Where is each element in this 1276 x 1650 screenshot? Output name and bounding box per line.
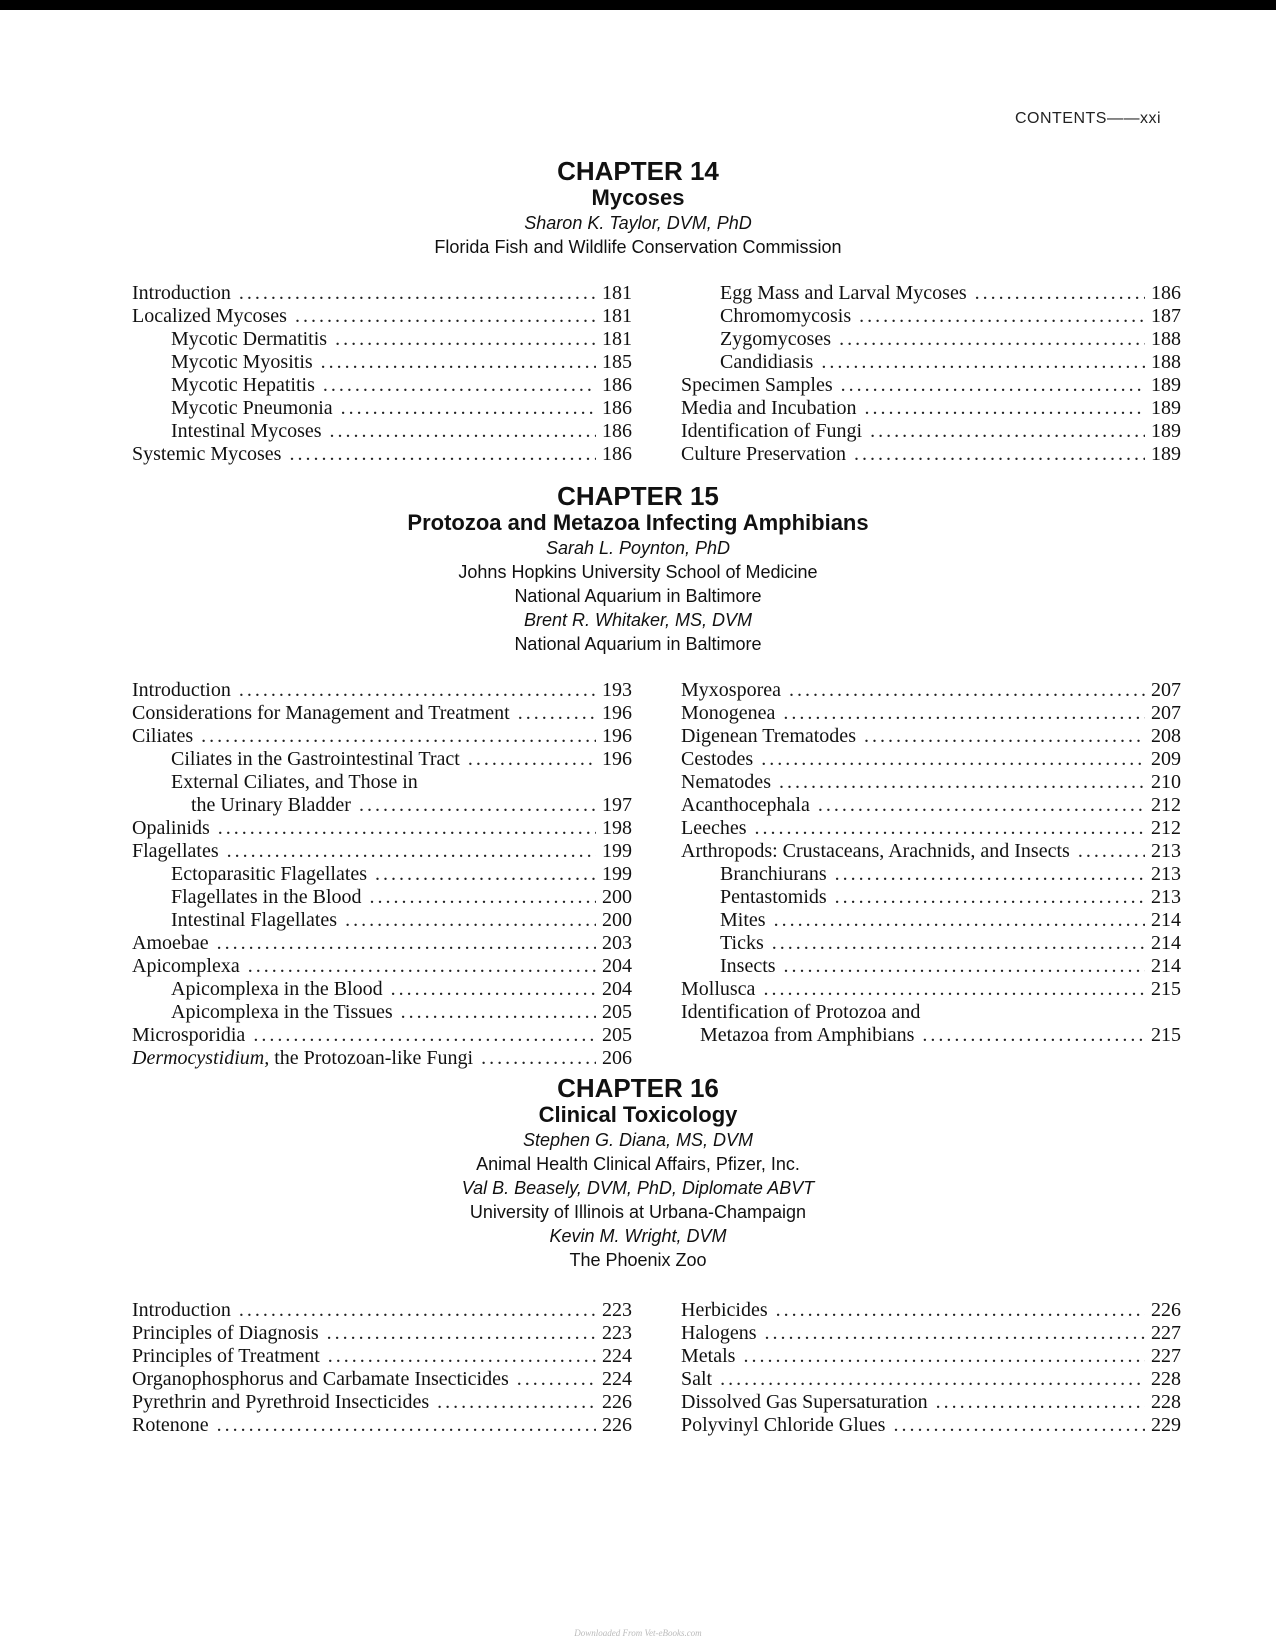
page-number: 226 [1151, 1299, 1181, 1321]
toc-entry-title: Introduction [132, 1299, 231, 1321]
toc-entry-title: Localized Mycoses [132, 305, 287, 327]
dot-leader [323, 374, 596, 397]
toc-entry-title: Opalinids [132, 817, 210, 839]
page-number: 189 [1151, 397, 1181, 419]
page-number: 214 [1151, 932, 1181, 954]
page-number: 223 [602, 1299, 632, 1321]
dot-leader [779, 771, 1145, 794]
author-affiliation: The Phoenix Zoo [569, 1250, 707, 1270]
dot-leader [776, 1299, 1145, 1322]
toc-entry[interactable] [681, 305, 1181, 328]
toc-entry-title: Identification of Protozoa and [681, 1001, 921, 1023]
top-black-bar [0, 0, 1276, 10]
toc-entry-title: Amoebae [132, 932, 209, 954]
toc-entry[interactable] [681, 679, 1181, 702]
page-number: 227 [1151, 1322, 1181, 1344]
page-number: 186 [602, 420, 632, 442]
toc-entry[interactable] [681, 1414, 1181, 1437]
toc-entry-title: Ectoparasitic Flagellates [171, 863, 368, 885]
toc-entry[interactable] [681, 725, 1181, 748]
page-number: 214 [1151, 909, 1181, 931]
toc-entry[interactable] [132, 863, 632, 886]
toc-entry[interactable] [132, 420, 632, 443]
page-number: 212 [1151, 794, 1181, 816]
toc-entry-title: Mites [720, 909, 766, 931]
toc-column-left [132, 1299, 632, 1437]
dot-leader [345, 909, 596, 932]
chapter-number: CHAPTER 16 [557, 1073, 719, 1103]
toc-entry[interactable] [132, 886, 632, 909]
page-number: 228 [1151, 1391, 1181, 1413]
toc-entry-title: Chromomycosis [720, 305, 852, 327]
toc-entry-title: Cestodes [681, 748, 754, 770]
toc-entry[interactable] [132, 840, 632, 863]
page-number: 224 [602, 1368, 632, 1390]
dot-leader [774, 909, 1145, 932]
page-number: 187 [1151, 305, 1181, 327]
running-head: CONTENTS——xxi [1014, 110, 1161, 127]
page-number: 196 [602, 725, 632, 747]
toc-entry[interactable] [132, 1299, 632, 1322]
toc-entry[interactable] [681, 282, 1181, 305]
toc-entry-title: Introduction [132, 282, 231, 304]
toc-entry[interactable] [132, 679, 632, 702]
page-number: 204 [602, 978, 632, 1000]
chapter-number: CHAPTER 15 [557, 481, 719, 511]
chapter-heading [0, 482, 1276, 656]
dot-leader [835, 863, 1145, 886]
page-number: 210 [1151, 771, 1181, 793]
toc-entry-title: Mycotic Hepatitis [171, 374, 315, 396]
dot-leader [321, 351, 596, 374]
toc-entry[interactable] [681, 1299, 1181, 1322]
page-number: 186 [1151, 282, 1181, 304]
toc-column-right [681, 679, 1181, 1047]
dot-leader [239, 282, 596, 305]
toc-entry[interactable] [681, 955, 1181, 978]
toc-entry-title: Identification of Fungi [681, 420, 863, 442]
toc-entry-title: Specimen Samples [681, 374, 833, 396]
page-number: 186 [602, 374, 632, 396]
toc-entry[interactable] [681, 328, 1181, 351]
page-number: 189 [1151, 420, 1181, 442]
toc-entry[interactable] [132, 771, 632, 794]
dot-leader [330, 420, 596, 443]
toc-entry-title: Intestinal Flagellates [171, 909, 338, 931]
toc-entry-title: Myxosporea [681, 679, 781, 701]
page-number: 196 [602, 748, 632, 770]
dot-leader [865, 397, 1146, 420]
toc-column-right [681, 282, 1181, 466]
page-number: 207 [1151, 702, 1181, 724]
toc-entry-title: Microsporidia [132, 1024, 246, 1046]
dot-leader [218, 817, 596, 840]
dot-leader [468, 748, 596, 771]
dot-leader [1078, 840, 1145, 863]
download-footer: Downloaded From Vet-eBooks.com [574, 1628, 702, 1638]
dot-leader [755, 817, 1145, 840]
toc-column-right [681, 1299, 1181, 1437]
dot-leader [936, 1391, 1145, 1414]
page-number: 213 [1151, 886, 1181, 908]
chapter-heading [0, 1074, 1276, 1272]
dot-leader [239, 1299, 596, 1322]
chapter-15 [0, 481, 1276, 1069]
toc-entry[interactable] [132, 817, 632, 840]
page-number: 229 [1151, 1414, 1181, 1436]
dot-leader [870, 420, 1145, 443]
dot-leader [784, 955, 1145, 978]
toc-entry-title: Apicomplexa [132, 955, 240, 977]
dot-leader [783, 702, 1145, 725]
toc-entry[interactable] [132, 374, 632, 397]
author-affiliation: National Aquarium in Baltimore [514, 634, 762, 654]
toc-entry-title: Flagellates [132, 840, 219, 862]
dot-leader [893, 1414, 1145, 1437]
toc-entry-title: Egg Mass and Larval Mycoses [720, 282, 967, 304]
dot-leader [289, 443, 596, 466]
chapter-14 [0, 156, 1276, 465]
toc-entry[interactable] [681, 748, 1181, 771]
page-number: 198 [602, 817, 632, 839]
dot-leader [864, 725, 1145, 748]
toc-entry-title: Mollusca [681, 978, 756, 1000]
toc-entry-title: Ticks [720, 932, 764, 954]
author-name: Sharon K. Taylor, DVM, PhD [524, 213, 752, 233]
page-number: 228 [1151, 1368, 1181, 1390]
toc-entry-title: Considerations for Management and Treatment [132, 702, 510, 724]
dot-leader [818, 794, 1145, 817]
toc-entry[interactable] [132, 305, 632, 328]
toc-entry[interactable] [681, 909, 1181, 932]
toc-entry-title: Systemic Mycoses [132, 443, 282, 465]
dot-leader [922, 1024, 1145, 1047]
toc-entry[interactable] [132, 1345, 632, 1368]
toc-entry[interactable] [681, 351, 1181, 374]
page-number: 200 [602, 909, 632, 931]
toc-entry-title: Media and Incubation [681, 397, 857, 419]
dot-leader [370, 886, 596, 909]
dot-leader [720, 1368, 1145, 1391]
page-number: 206 [602, 1047, 632, 1069]
page-number: 185 [602, 351, 632, 373]
page-number: 186 [602, 443, 632, 465]
toc-entry-title: Monogenea [681, 702, 776, 724]
toc-entry[interactable] [681, 1322, 1181, 1345]
dot-leader [253, 1024, 596, 1047]
toc-entry[interactable] [681, 1391, 1181, 1414]
toc-column-left [132, 282, 632, 466]
page-number: 223 [602, 1322, 632, 1344]
dot-leader [839, 328, 1145, 351]
page-number: 199 [602, 840, 632, 862]
toc-entry-title: External Ciliates, and Those in [171, 771, 418, 793]
author-affiliation: University of Illinois at Urbana-Champaign [469, 1202, 807, 1222]
page-number: 215 [1151, 1024, 1181, 1046]
toc-entry[interactable] [681, 397, 1181, 420]
toc-entry[interactable] [132, 397, 632, 420]
page-number: 226 [602, 1391, 632, 1413]
toc-entry-title: Apicomplexa in the Blood [171, 978, 383, 1000]
dot-leader [375, 863, 596, 886]
page-number: 181 [602, 328, 632, 350]
dot-leader [391, 978, 596, 1001]
toc-entry-title: Halogens [681, 1322, 757, 1344]
chapter-16 [0, 1073, 1276, 1436]
toc-entry[interactable] [132, 909, 632, 932]
toc-entry-title: Nematodes [681, 771, 771, 793]
page-number: 207 [1151, 679, 1181, 701]
toc-entry[interactable] [132, 748, 632, 771]
toc-entry[interactable] [132, 1024, 632, 1047]
dot-leader [437, 1391, 596, 1414]
toc-entry[interactable] [132, 1368, 632, 1391]
author-name: Stephen G. Diana, MS, DVM [522, 1130, 754, 1150]
toc-entry-title: Mycotic Pneumonia [171, 397, 333, 419]
page-number: 205 [602, 1001, 632, 1023]
toc-entry[interactable] [681, 1001, 1181, 1024]
chapter-title: Mycoses [591, 185, 685, 210]
dot-leader [295, 305, 596, 328]
toc-entry-title: Metazoa from Amphibians [700, 1024, 915, 1046]
toc-entry-title: Metals [681, 1345, 736, 1367]
dot-leader [217, 1414, 596, 1437]
dot-leader [481, 1047, 596, 1070]
chapter-number: CHAPTER 14 [557, 156, 719, 186]
toc-entry[interactable] [132, 351, 632, 374]
dot-leader [327, 1322, 596, 1345]
dot-leader [763, 978, 1145, 1001]
page-number: 213 [1151, 840, 1181, 862]
toc-entry-title: Mycotic Dermatitis [171, 328, 328, 350]
dot-leader [772, 932, 1145, 955]
toc-entry[interactable] [132, 282, 632, 305]
dot-leader [975, 282, 1145, 305]
chapter-title: Clinical Toxicology [538, 1102, 738, 1127]
toc-entry-title: Insects [720, 955, 776, 977]
toc-entry[interactable] [132, 978, 632, 1001]
toc-entry-title: Acanthocephala [681, 794, 810, 816]
author-affiliation: Florida Fish and Wildlife Conservation Commission [434, 237, 842, 257]
page-number: 226 [602, 1414, 632, 1436]
toc-entry-title: Zygomycoses [720, 328, 832, 350]
toc-entry-title: Pentastomids [720, 886, 827, 908]
toc-entry-title: Leeches [681, 817, 747, 839]
dot-leader [761, 748, 1145, 771]
page-number: 199 [602, 863, 632, 885]
page-number: 188 [1151, 328, 1181, 350]
toc-entry[interactable] [132, 443, 632, 466]
page-number: 196 [602, 702, 632, 724]
page-number: 205 [602, 1024, 632, 1046]
toc-entry-title: Culture Preservation [681, 443, 846, 465]
dot-leader [854, 443, 1145, 466]
toc-entry-title: Polyvinyl Chloride Glues [681, 1414, 886, 1436]
chapter-heading [0, 157, 1276, 259]
toc-entry[interactable] [132, 1414, 632, 1437]
page-number: 224 [602, 1345, 632, 1367]
toc-entry[interactable] [132, 794, 632, 817]
page-number: 213 [1151, 863, 1181, 885]
toc-entry-title: Arthropods: Crustaceans, Arachnids, and Insects [681, 840, 1070, 862]
page-number: 200 [602, 886, 632, 908]
toc-entry-title: Principles of Diagnosis [132, 1322, 319, 1344]
toc-entry[interactable] [132, 1001, 632, 1024]
toc-entry[interactable] [681, 817, 1181, 840]
chapter-title: Protozoa and Metazoa Infecting Amphibians [407, 510, 869, 535]
toc-entry[interactable] [681, 374, 1181, 397]
dot-leader [341, 397, 596, 420]
toc-entry-title: Introduction [132, 679, 231, 701]
toc-entry[interactable] [681, 420, 1181, 443]
page-number: 197 [602, 794, 632, 816]
author-affiliation: Johns Hopkins University School of Medicine [458, 562, 818, 582]
toc-entry-title: Principles of Treatment [132, 1345, 320, 1367]
page-number: 189 [1151, 374, 1181, 396]
author-name: Sarah L. Poynton, PhD [545, 538, 731, 558]
page-number: 215 [1151, 978, 1181, 1000]
toc-entry[interactable] [681, 932, 1181, 955]
toc-entry[interactable] [132, 328, 632, 351]
page-number: 189 [1151, 443, 1181, 465]
author-affiliation: National Aquarium in Baltimore [514, 586, 762, 606]
toc-entry[interactable] [681, 1368, 1181, 1391]
toc-entry-title: the Urinary Bladder [191, 794, 351, 816]
dot-leader [743, 1345, 1145, 1368]
page-number: 212 [1151, 817, 1181, 839]
toc-entry[interactable] [681, 840, 1181, 863]
page-number: 181 [602, 282, 632, 304]
toc-entry[interactable] [132, 1047, 632, 1070]
toc-entry[interactable] [681, 794, 1181, 817]
toc-entry[interactable] [681, 771, 1181, 794]
dot-leader [789, 679, 1145, 702]
page-number: 203 [602, 932, 632, 954]
toc-entry[interactable] [681, 443, 1181, 466]
toc-column-left [132, 679, 632, 1070]
toc-entry[interactable] [681, 1024, 1181, 1047]
toc-entry[interactable] [132, 1391, 632, 1414]
dot-leader [335, 328, 596, 351]
toc-entry-title: Herbicides [681, 1299, 768, 1321]
dot-leader [835, 886, 1145, 909]
toc-entry-title: Branchiurans [720, 863, 827, 885]
dot-leader [517, 1368, 596, 1391]
page-number: 188 [1151, 351, 1181, 373]
toc-entry[interactable] [132, 1322, 632, 1345]
toc-entry[interactable] [132, 955, 632, 978]
toc-entry-title: Digenean Trematodes [681, 725, 856, 747]
toc-entry-title: Organophosphorus and Carbamate Insecticides [132, 1368, 509, 1390]
dot-leader [821, 351, 1145, 374]
toc-entry-title: Pyrethrin and Pyrethroid Insecticides [132, 1391, 430, 1413]
toc-entry[interactable] [681, 702, 1181, 725]
toc-entry-title: Apicomplexa in the Tissues [171, 1001, 393, 1023]
toc-entry-title [132, 1047, 473, 1070]
author-name: Kevin M. Wright, DVM [549, 1226, 727, 1246]
dot-leader [239, 679, 596, 702]
page-number: 181 [602, 305, 632, 327]
toc-entry[interactable] [132, 725, 632, 748]
author-name: Val B. Beasely, DVM, PhD, Diplomate ABVT [461, 1178, 815, 1198]
page-number: 209 [1151, 748, 1181, 770]
toc-entry[interactable] [681, 863, 1181, 886]
toc-entry-title: Mycotic Myositis [171, 351, 313, 373]
toc-entry-title: Salt [681, 1368, 713, 1390]
toc-entry[interactable] [681, 1345, 1181, 1368]
dot-leader [765, 1322, 1145, 1345]
page-number: 208 [1151, 725, 1181, 747]
dot-leader [359, 794, 596, 817]
toc-entry-title: Candidiasis [720, 351, 814, 373]
page-number: 227 [1151, 1345, 1181, 1367]
toc-entry-title: Dissolved Gas Supersaturation [681, 1391, 928, 1413]
toc-entry-title-rest: the Protozoan-like Fungi [274, 1047, 474, 1069]
toc-entry-title: Ciliates in the Gastrointestinal Tract [171, 748, 460, 770]
page-number: 214 [1151, 955, 1181, 977]
toc-entry-title: Rotenone [132, 1414, 209, 1436]
dot-leader [841, 374, 1145, 397]
page-number: 186 [602, 397, 632, 419]
dot-leader [201, 725, 596, 748]
toc-entry[interactable] [132, 932, 632, 955]
dot-leader [328, 1345, 596, 1368]
toc-entry-title: Intestinal Mycoses [171, 420, 322, 442]
toc-entry-italic-term: Dermocystidium, [132, 1047, 270, 1069]
dot-leader [217, 932, 596, 955]
dot-leader [227, 840, 596, 863]
dot-leader [401, 1001, 596, 1024]
author-name: Brent R. Whitaker, MS, DVM [523, 610, 753, 630]
dot-leader [518, 702, 596, 725]
toc-entry[interactable] [681, 886, 1181, 909]
dot-leader [248, 955, 596, 978]
toc-entry[interactable] [681, 978, 1181, 1001]
page-number: 193 [602, 679, 632, 701]
page-number: 204 [602, 955, 632, 977]
toc-entry-title: Flagellates in the Blood [171, 886, 362, 908]
dot-leader [859, 305, 1145, 328]
toc-entry-title: Ciliates [132, 725, 194, 747]
toc-entry[interactable] [132, 702, 632, 725]
author-affiliation: Animal Health Clinical Affairs, Pfizer, Inc. [476, 1154, 800, 1174]
